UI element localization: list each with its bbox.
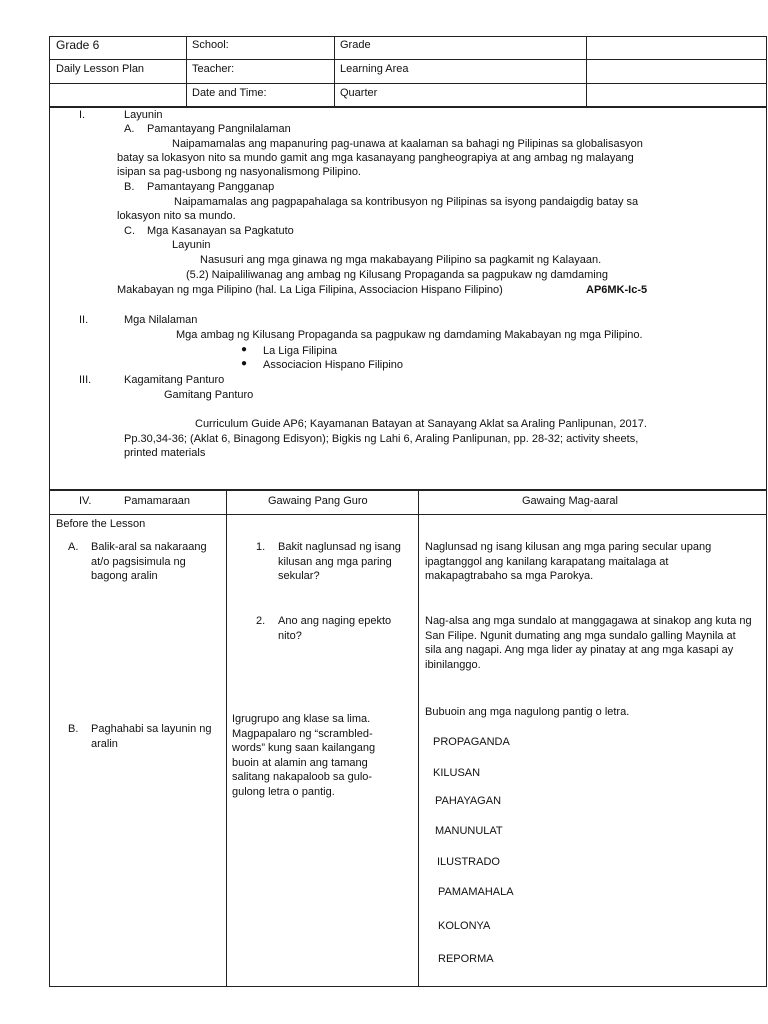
procedure-head-guro: Gawaing Pang Guro (268, 495, 368, 507)
scrambled-word: PROPAGANDA (433, 736, 510, 748)
section-3-text: Pp.30,34-36; (Aklat 6, Binagong Edisyon); Bigkis ng Lahi 6, Araling Panlipunan, pp. 28-32; activity sheets, (124, 433, 639, 445)
section-1a-letter: A. (124, 123, 135, 135)
step-b-text: Paghahabi sa layunin ng aralin (91, 723, 212, 750)
procedure-col-divider (418, 490, 419, 987)
step-b-letter: B. (68, 723, 79, 735)
section-1b-text: lokasyon nito sa mundo. (117, 210, 236, 222)
header-school-label: School: (192, 39, 229, 51)
section-2-title: Mga Nilalaman (124, 314, 198, 326)
section-1c-letter: C. (124, 225, 135, 237)
step-a-letter: A. (68, 541, 79, 553)
section-1-title: Layunin (124, 109, 163, 121)
procedure-header-divider (49, 514, 767, 515)
question-1-text: Bakit naglunsad ng isang kilusan ang mga paring sekular? (278, 541, 401, 582)
scrambled-word: PAMAMAHALA (438, 886, 514, 898)
procedure-head-pamamaraan: Pamamaraan (124, 495, 191, 507)
scrambled-word: MANUNULAT (435, 825, 503, 837)
header-learning-area-label: Learning Area (340, 63, 409, 75)
scrambled-word: KILUSAN (433, 767, 481, 779)
answer-1-text: Naglunsad ng isang kilusan ang mga paring secular upang ipagtanggol ang kanilang karapatang maitalaga at makapagtrabaho sa mga Parokya. (425, 541, 712, 582)
header-row-divider (49, 59, 767, 60)
section-2-bullet: La Liga Filipina (263, 345, 337, 357)
header-dlp-label: Daily Lesson Plan (56, 63, 145, 75)
header-grade-field-label: Grade (340, 39, 371, 51)
section-1c-code: AP6MK-Ic-5 (586, 284, 648, 296)
scrambled-word: ILUSTRADO (437, 856, 500, 868)
section-1b-letter: B. (124, 181, 135, 193)
bullet-icon: ● (241, 358, 248, 369)
section-1b-title: Pamantayang Pangganap (147, 181, 275, 193)
header-teacher-label: Teacher: (192, 63, 235, 75)
teacher-activity-b: Igrugrupo ang klase sa lima. Magpapalaro ng “scrambled-words” kung saan kailangang buoin at alamin ang tamang salitang nakapaloob sa gulo-gulong letra o pantig. (232, 713, 376, 798)
question-1-number: 1. (256, 541, 266, 553)
header-row-divider (49, 83, 767, 84)
question-2-text: Ano ang naging epekto nito? (278, 615, 392, 642)
header-col-divider (334, 36, 335, 107)
scrambled-word: KOLONYA (438, 920, 491, 932)
student-activity-b-intro: Bubuoin ang mga nagulong pantig o letra. (425, 706, 630, 718)
header-grade-label: Grade 6 (56, 38, 100, 52)
section-2-bullet: Associacion Hispano Filipino (263, 359, 404, 371)
step-a-text: Balik-aral sa nakaraang at/o pagsisimula ng bagong aralin (91, 541, 207, 582)
scrambled-word: PAHAYAGAN (435, 795, 502, 807)
header-quarter-label: Quarter (340, 87, 378, 99)
procedure-col-divider (226, 490, 227, 987)
procedure-head-numeral: IV. (79, 495, 92, 507)
section-1c-text: (5.2) Naipaliliwanag ang ambag ng Kilusang Propaganda sa pagpukaw ng damdaming (186, 269, 608, 281)
section-1c-text: Makabayan ng mga Pilipino (hal. La Liga Filipina, Associacion Hispano Filipino) (117, 284, 503, 296)
section-3-title: Kagamitang Panturo (124, 374, 225, 386)
header-col-divider (186, 36, 187, 107)
section-3-text: Curriculum Guide AP6; Kayamanan Batayan at Sanayang Aklat sa Araling Panlipunan, 2017. (195, 418, 647, 430)
section-3-text: printed materials (124, 447, 206, 459)
section-1-numeral: I. (79, 109, 86, 121)
section-2-numeral: II. (79, 314, 89, 326)
procedure-head-mag-aaral: Gawaing Mag-aaral (522, 495, 618, 507)
before-lesson-label: Before the Lesson (56, 518, 146, 530)
section-1a-text: batay sa lokasyon nito sa mundo gamit ang mga kasanayang pangheograpiya at ang ambag ng malayang (117, 152, 634, 164)
section-3-subtitle: Gamitang Panturo (164, 389, 254, 401)
header-col-divider (586, 36, 587, 107)
section-2-text: Mga ambag ng Kilusang Propaganda sa pagpukaw ng damdaming Makabayan ng mga Pilipino. (176, 329, 643, 341)
section-1c-text: Nasusuri ang mga ginawa ng mga makabayang Pilipino sa pagkamit ng Kalayaan. (200, 254, 602, 266)
answer-2-text: Nag-alsa ang mga sundalo at manggagawa at sinakop ang kuta ng San Filipe. Ngunit dumating ang mga sundalo galling Maynila at sila ang nagapi. Ang mga lider ay pinatay at ang mga kasapi ay ibinilanggo. (425, 615, 752, 671)
section-1a-text: isipan sa pag-usbong ng nasyonalismong Pilipino. (117, 166, 361, 178)
question-2-number: 2. (256, 615, 266, 627)
header-date-time-label: Date and Time: (192, 87, 267, 99)
section-3-numeral: III. (79, 374, 92, 386)
section-1c-title: Mga Kasanayan sa Pagkatuto (147, 225, 294, 237)
section-1c-subtitle: Layunin (172, 239, 211, 251)
section-1a-text: Naipamamalas ang mapanuring pag-unawa at kaalaman sa bahagi ng Pilipinas sa globalisasyon (172, 138, 643, 150)
bullet-icon: ● (241, 344, 248, 355)
section-1a-title: Pamantayang Pangnilalaman (147, 123, 291, 135)
section-1b-text: Naipamamalas ang pagpapahalaga sa kontribusyon ng Pilipinas sa isyong pandaigdig batay sa (174, 196, 639, 208)
scrambled-word: REPORMA (438, 953, 494, 965)
